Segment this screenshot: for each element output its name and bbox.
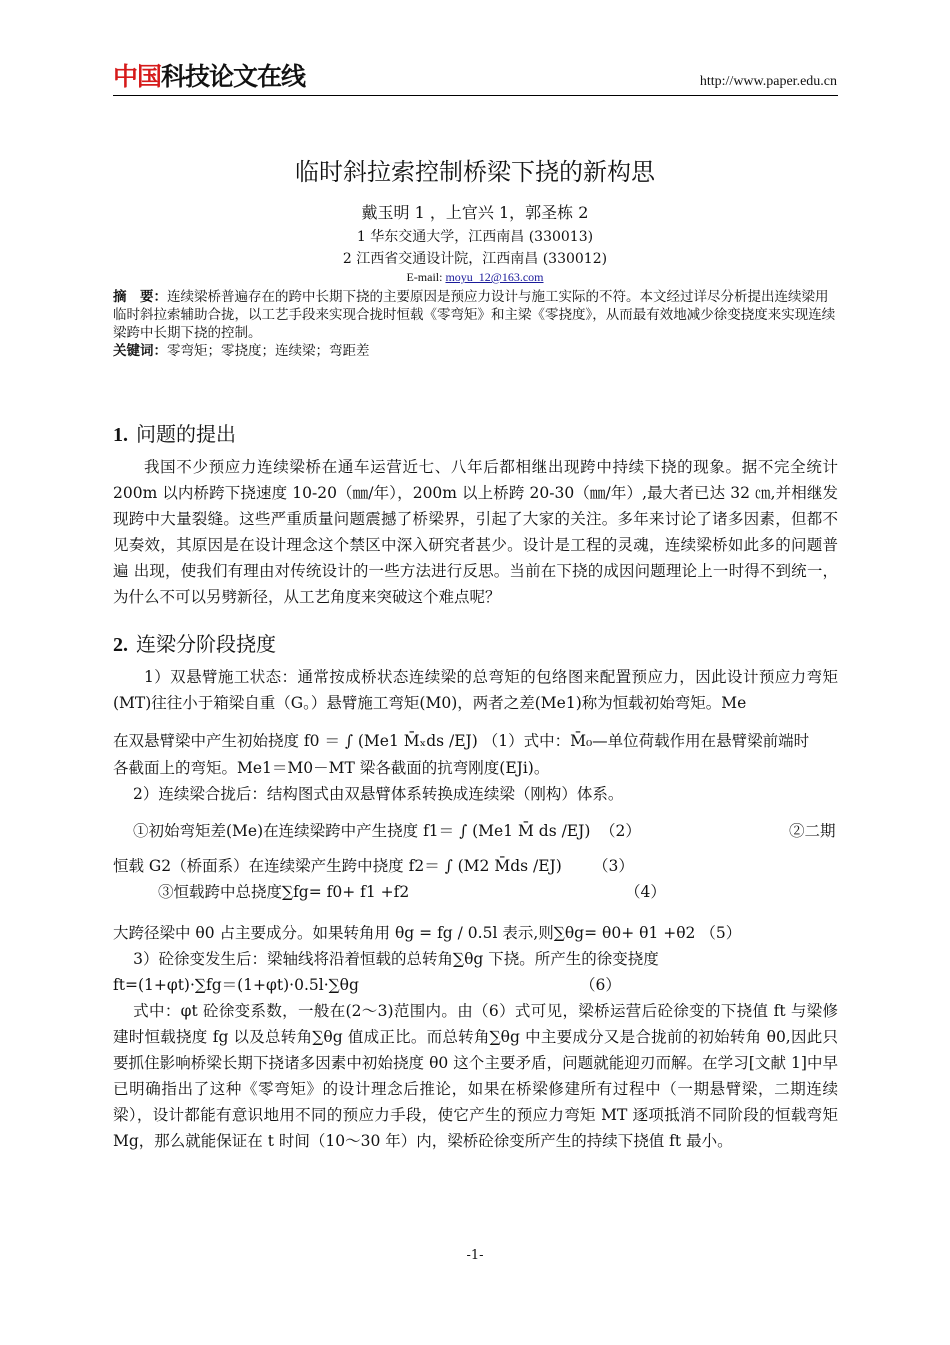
formula-5-line: 大跨径梁中 θ0 占主要成分。如果转角用 θg = fg / 0.5l 表示,则∑θg= θ0+ θ1 +θ2 （5） <box>113 924 742 942</box>
formula-2-trailing: ②二期 <box>789 822 836 840</box>
formula-4-number: （4） <box>625 883 666 901</box>
section-2-para-1c: 各截面上的弯矩。Me1＝M0－MT 梁各截面的抗弯刚度(EJi)。 <box>113 759 550 777</box>
formula-3-number: （3） <box>593 857 634 875</box>
formula-6-number: （6） <box>580 976 621 994</box>
section-2-number: 2. <box>113 634 128 656</box>
section-2-para-3: 3）砼徐变发生后：梁轴线将沿着恒载的总转角∑θg 下挠。所产生的徐变挠度 <box>133 950 659 968</box>
logo-red-text: 中国 <box>113 62 162 91</box>
formula-6: ft=(1+φt)·∑fg＝(1+φt)·0.5l·∑θg <box>113 976 359 994</box>
formula-4: ③恒载跨中总挠度∑fg= f0+ f1 +f2 <box>158 883 410 901</box>
header-rule <box>113 95 838 96</box>
abstract <box>113 288 838 360</box>
formula-2-number: （2） <box>600 822 641 840</box>
logo-black-text: 科技论文在线 <box>161 62 306 91</box>
affiliation-2: 2 江西省交通设计院，江西南昌 (330012) <box>342 251 608 267</box>
section-2-para-2: 2）连续梁合拢后：结构图式由双悬臂体系转换成连续梁（刚构）体系。 <box>133 785 624 803</box>
section-2-title: 连梁分阶段挠度 <box>136 632 276 656</box>
section-1-title: 问题的提出 <box>136 422 236 446</box>
section-2-heading <box>113 628 276 657</box>
section-1-number: 1. <box>113 424 128 446</box>
section-2-para-1: 1）双悬臂施工状态：通常按成桥状态连续梁的总弯矩的包络图来配置预应力，因此设计预应力弯矩(MT)往往小于箱梁自重（G。）悬臂施工弯矩(M0)，两者之差(Me1)称为恒载初始弯矩。Me <box>113 668 838 712</box>
site-logo <box>113 62 305 92</box>
paper-title: 临时斜拉索控制桥梁下挠的新构思 <box>295 158 655 186</box>
section-1-paragraph: 我国不少预应力连续梁桥在通车运营近七、八年后都相继出现跨中持续下挠的现象。据不完全统计 200m 以内桥跨下挠速度 10-20（㎜/年），200m 以上桥跨 20-30（㎜/年）,最大者已达 32 ㎝,并相继发现跨中大量裂缝。这些严重质量问题震撼了桥梁界，引起了大家的关注。多年来讨论了诸多因素，但都不见奏效，其原因是在设计理念这个禁区中深入研究者甚少。设计是工程的灵魂，连续梁桥如此多的问题普遍 出现，使我们有理由对传统设计的一些方法进行反思。当前在下挠的成因问题理论上一时得不到统一，为什么不可以另劈新径，从工艺角度来突破这个难点呢？ <box>113 458 838 606</box>
formula-3: 恒载 G2（桥面系）在连续梁产生跨中挠度 f2＝ ∫ (M2 M̄ds /EJ) <box>113 857 562 875</box>
authors: 戴玉明 1 ，上官兴 1，郭圣栋 2 <box>361 203 589 222</box>
section-1-heading <box>113 418 236 447</box>
email-link[interactable]: moyu_12@163.com <box>445 270 544 284</box>
keywords-label: 关键词： <box>113 343 167 359</box>
section-2-para-4: 式中：φt 砼徐变系数，一般在(2～3)范围内。由（6）式可见，梁桥运营后砼徐变的下挠值 ft 与梁修建时恒载挠度 fg 以及总转角∑θg 值成正比。而总转角∑θg 中主要成分又是合拢前的初始转角 θ0,因此只要抓住影响桥梁长期下挠诸多因素中初始挠度 θ0 这个主要矛盾，问题就能迎刃而解。在学习[文献 1]中早已明确指出了这种《零弯矩》的设计理念后推论，如果在桥梁修建所有过程中（一期悬臂梁，二期连续梁），设计都能有意识地用不同的预应力手段，使它产生的预应力弯矩 MT 逐项抵消不同阶段的恒载弯矩 Mg，那么就能保证在 t 时间（10～30 年）内，梁桥砼徐变所产生的持续下挠值 ft 最小。 <box>113 1002 838 1150</box>
formula-2: ①初始弯矩差(Me)在连续梁跨中产生挠度 f1＝ ∫ (Me1 M̄ ds /EJ) <box>133 822 591 840</box>
formula-1-line: 在双悬臂梁中产生初始挠度 f0 ＝ ∫ (Me1 M̄ₓds /EJ) （1）式中：M̄₀—单位荷载作用在悬臂梁前端时 <box>113 732 810 750</box>
keywords-text: 零弯矩；零挠度；连续梁；弯距差 <box>167 343 370 359</box>
page-number: -1- <box>466 1248 484 1263</box>
affiliation-1: 1 华东交通大学，江西南昌 (330013) <box>356 229 594 245</box>
header-url[interactable]: http://www.paper.edu.cn <box>699 74 837 89</box>
email-line <box>0 270 950 285</box>
abstract-label: 摘 要： <box>113 289 167 305</box>
email-label: E-mail: <box>406 270 443 284</box>
abstract-text: 连续梁桥普遍存在的跨中长期下挠的主要原因是预应力设计与施工实际的不符。本文经过详尽分析提出连续梁用临时斜拉索辅助合拢，以工艺手段来实现合拢时恒载《零弯矩》和主梁《零挠度》，从而最有效地减少徐变挠度来实现连续梁跨中长期下挠的控制。 <box>113 289 836 341</box>
